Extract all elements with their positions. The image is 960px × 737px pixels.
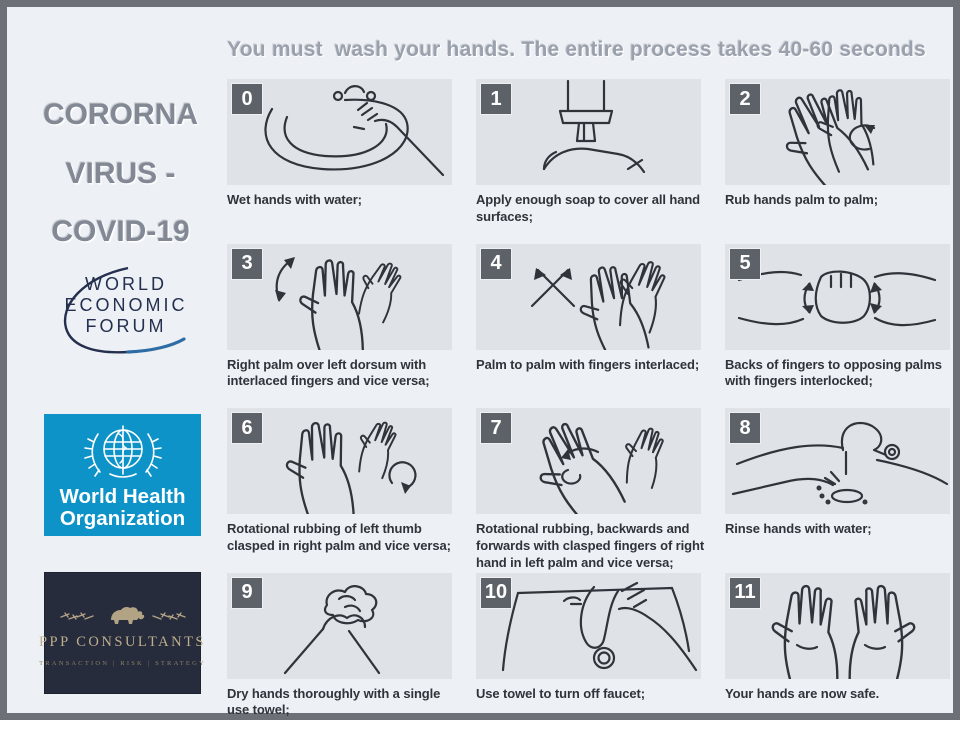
step-2-caption: Rub hands palm to palm; — [725, 192, 957, 209]
step-7-caption: Rotational rubbing, backwards and forwards with clasped fingers of right hand in left palm and vice versa; — [476, 521, 708, 572]
corona-heading-line1: CORORNA — [28, 86, 213, 145]
step-11-caption: Your hands are now safe. — [725, 686, 957, 703]
step-8 — [725, 408, 950, 573]
step-6-panel — [227, 408, 452, 514]
who-logo — [44, 414, 201, 536]
step-4-caption: Palm to palm with fingers interlaced; — [476, 357, 708, 374]
step-3-panel — [227, 244, 452, 350]
step-7 — [476, 408, 701, 573]
lion-emblem-icon — [53, 600, 193, 630]
step-10 — [476, 573, 701, 737]
step-3 — [227, 244, 452, 409]
wef-line1: WORLD — [42, 274, 210, 295]
step-2 — [725, 79, 950, 244]
step-10-number-badge: 10 — [481, 578, 511, 608]
wef-wordmark — [42, 274, 210, 338]
wef-line2: ECONOMIC — [42, 295, 210, 316]
step-9-caption: Dry hands thoroughly with a single use towel; — [227, 686, 459, 720]
who-emblem-icon — [84, 422, 162, 484]
step-9-number-badge: 9 — [232, 578, 262, 608]
step-1-panel — [476, 79, 701, 185]
step-3-caption: Right palm over left dorsum with interlaced fingers and vice versa; — [227, 357, 459, 391]
step-7-panel — [476, 408, 701, 514]
step-1-caption: Apply enough soap to cover all hand surfaces; — [476, 192, 708, 226]
step-6-number-badge: 6 — [232, 413, 262, 443]
step-4-number-badge: 4 — [481, 249, 511, 279]
who-line2: Organization — [59, 508, 185, 530]
step-8-number-badge: 8 — [730, 413, 760, 443]
step-6-caption: Rotational rubbing of left thumb clasped in right palm and vice versa; — [227, 521, 459, 555]
wef-line3: FORUM — [42, 316, 210, 337]
step-3-number-badge: 3 — [232, 249, 262, 279]
who-wordmark — [59, 486, 185, 530]
step-10-caption: Use towel to turn off faucet; — [476, 686, 708, 703]
ppp-consultants-logo — [44, 572, 201, 694]
step-2-number-badge: 2 — [730, 84, 760, 114]
wef-logo — [42, 262, 210, 362]
steps-grid — [227, 79, 950, 737]
step-4 — [476, 244, 701, 409]
step-4-panel — [476, 244, 701, 350]
step-1-number-badge: 1 — [481, 84, 511, 114]
step-11-number-badge: 11 — [730, 578, 760, 608]
step-11-panel — [725, 573, 950, 679]
step-2-panel — [725, 79, 950, 185]
step-5-number-badge: 5 — [730, 249, 760, 279]
step-8-panel — [725, 408, 950, 514]
step-7-number-badge: 7 — [481, 413, 511, 443]
ppp-tagline: TRANSACTION | RISK | STRATEGY — [39, 660, 206, 667]
step-0-caption: Wet hands with water; — [227, 192, 459, 209]
slide — [14, 14, 946, 706]
ppp-name: PPP CONSULTANTS — [39, 634, 206, 651]
step-5-panel — [725, 244, 950, 350]
step-5-caption: Backs of fingers to opposing palms with fingers interlocked; — [725, 357, 957, 391]
step-8-caption: Rinse hands with water; — [725, 521, 957, 538]
page-title: You must wash your hands. The entire process takes 40-60 seconds — [219, 38, 934, 62]
step-11 — [725, 573, 950, 737]
step-0 — [227, 79, 452, 244]
step-9-panel — [227, 573, 452, 679]
corona-heading-line2: VIRUS - — [28, 145, 213, 204]
step-0-panel — [227, 79, 452, 185]
step-1 — [476, 79, 701, 244]
corona-heading — [28, 86, 213, 262]
who-line1: World Health — [59, 486, 185, 508]
step-9 — [227, 573, 452, 737]
step-6 — [227, 408, 452, 573]
corona-heading-line3: COVID-19 — [28, 203, 213, 262]
step-5 — [725, 244, 950, 409]
step-10-panel — [476, 573, 701, 679]
step-0-number-badge: 0 — [232, 84, 262, 114]
